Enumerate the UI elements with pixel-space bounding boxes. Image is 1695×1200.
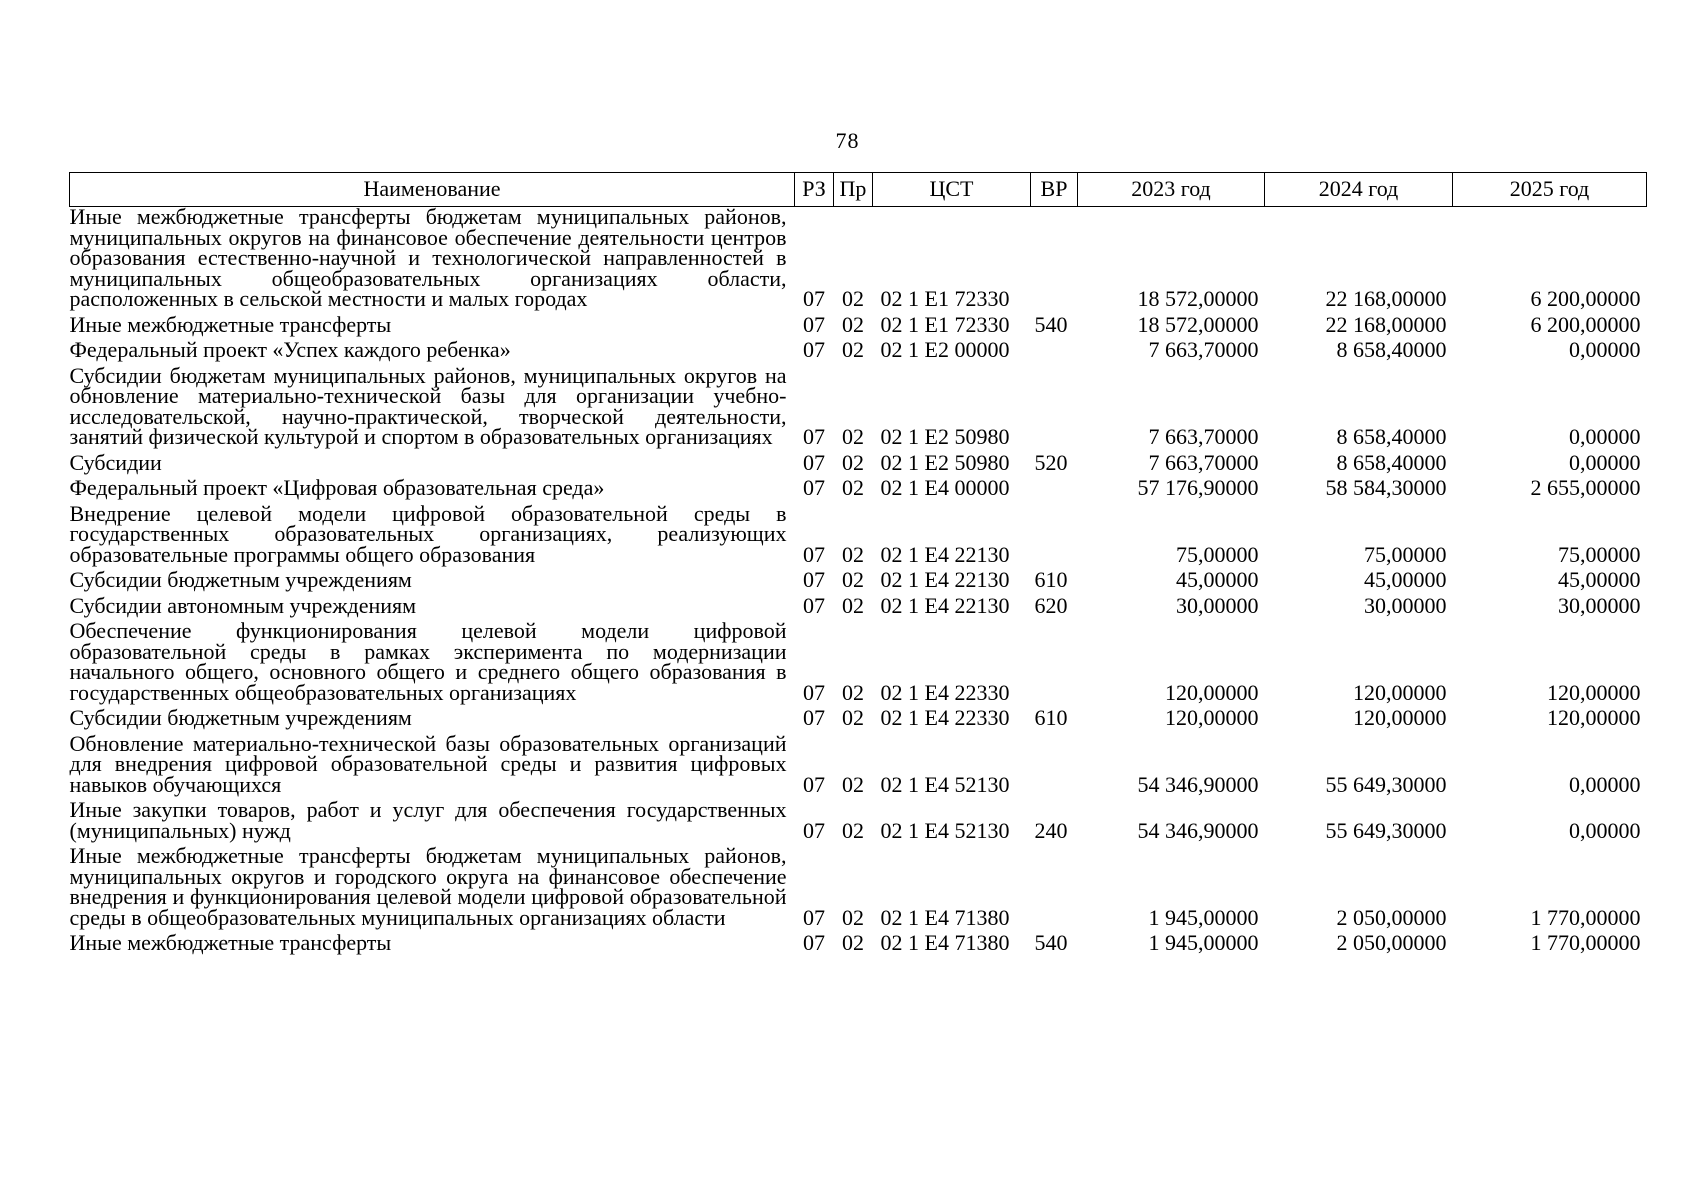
table-header-row	[70, 173, 1647, 207]
row-amount-2024: 120,00000	[1353, 679, 1447, 705]
row-name: Иные межбюджетные трансферты бюджетам муниципальных районов, муниципальных округов на финансовое обеспечение деятельности центров образования естественно-научной и технологической направленностей в муниципальных общеобразовательных организациях области, расположенных в сельской местности и малых городах	[69, 204, 787, 311]
table-row	[70, 340, 1647, 366]
row-pr: 02	[842, 424, 864, 449]
row-amount-2023: 7 663,70000	[1148, 424, 1259, 449]
row-amount-2025: 0,00000	[1569, 424, 1641, 449]
row-pr: 02	[842, 679, 864, 705]
row-rz: 07	[803, 475, 825, 500]
row-amount-2023: 75,00000	[1176, 541, 1259, 567]
row-name: Федеральный проект «Цифровая образовательная среда»	[69, 475, 605, 500]
row-pr: 02	[842, 337, 864, 362]
header-2023: 2023 год	[1078, 173, 1265, 207]
row-amount-2023: 120,00000	[1165, 679, 1259, 705]
row-amount-2025: 120,00000	[1547, 705, 1641, 730]
row-amount-2024: 120,00000	[1353, 705, 1447, 730]
row-cst: 02 1 E4 71380	[880, 904, 1010, 930]
row-cst: 02 1 E4 71380	[880, 930, 1010, 955]
row-name: Иные закупки товаров, работ и услуг для обеспечения государственных (муниципальных) нужд	[69, 797, 787, 843]
row-rz: 07	[803, 592, 825, 618]
row-vr: 540	[1034, 930, 1068, 955]
table-row	[70, 366, 1647, 453]
row-name: Субсидии автономным учреждениям	[69, 592, 417, 618]
row-amount-2023: 7 663,70000	[1148, 449, 1259, 475]
row-amount-2023: 1 945,00000	[1148, 904, 1259, 930]
row-amount-2024: 2 050,00000	[1336, 930, 1447, 955]
row-amount-2025: 2 655,00000	[1530, 475, 1641, 500]
row-amount-2024: 55 649,30000	[1325, 817, 1447, 843]
row-amount-2023: 120,00000	[1165, 705, 1259, 730]
row-amount-2023: 7 663,70000	[1148, 337, 1259, 362]
row-amount-2023: 18 572,00000	[1137, 286, 1259, 311]
row-rz: 07	[803, 771, 825, 797]
row-cst: 02 1 E4 22330	[880, 705, 1010, 730]
row-rz: 07	[803, 904, 825, 930]
row-vr: 620	[1034, 592, 1068, 618]
row-amount-2024: 22 168,00000	[1325, 311, 1447, 337]
row-rz: 07	[803, 337, 825, 362]
row-vr	[1031, 366, 1078, 453]
row-amount-2023: 30,00000	[1176, 592, 1259, 618]
row-vr	[1031, 340, 1078, 366]
row-cst: 02 1 E2 50980	[880, 449, 1010, 475]
row-amount-2024: 30,00000	[1364, 592, 1447, 618]
row-amount-2024: 8 658,40000	[1336, 424, 1447, 449]
table-row	[70, 207, 1647, 315]
header-pr: Пр	[834, 173, 873, 207]
budget-table	[69, 172, 1647, 959]
row-pr: 02	[842, 567, 864, 592]
table-row	[70, 478, 1647, 504]
header-rz: РЗ	[795, 173, 834, 207]
row-vr	[1031, 846, 1078, 933]
row-pr: 02	[842, 311, 864, 337]
row-amount-2025: 0,00000	[1569, 817, 1641, 843]
table-row	[70, 504, 1647, 571]
row-vr	[1031, 478, 1078, 504]
row-amount-2023: 18 572,00000	[1137, 311, 1259, 337]
row-cst: 02 1 E4 00000	[880, 475, 1010, 500]
row-rz: 07	[803, 541, 825, 567]
table-row	[70, 734, 1647, 801]
row-cst: 02 1 E2 50980	[880, 424, 1010, 449]
page-number: 78	[835, 128, 860, 153]
row-cst: 02 1 E4 22130	[880, 592, 1010, 618]
row-amount-2025: 120,00000	[1547, 679, 1641, 705]
row-vr: 240	[1034, 817, 1068, 843]
row-pr: 02	[842, 286, 864, 311]
row-rz: 07	[803, 311, 825, 337]
header-cst: ЦСТ	[873, 173, 1031, 207]
row-amount-2024: 55 649,30000	[1325, 771, 1447, 797]
row-name: Субсидии бюджетным учреждениям	[69, 567, 412, 592]
row-rz: 07	[803, 286, 825, 311]
row-cst: 02 1 E1 72330	[880, 311, 1010, 337]
row-amount-2023: 54 346,90000	[1137, 771, 1259, 797]
row-pr: 02	[842, 592, 864, 618]
row-amount-2025: 30,00000	[1558, 592, 1641, 618]
row-amount-2024: 8 658,40000	[1336, 449, 1447, 475]
row-amount-2025: 0,00000	[1569, 771, 1641, 797]
row-name: Федеральный проект «Успех каждого ребенка»	[69, 337, 511, 362]
row-name: Субсидии бюджетным учреждениям	[69, 705, 412, 730]
row-rz: 07	[803, 679, 825, 705]
row-cst: 02 1 E4 22330	[880, 679, 1010, 705]
table-body	[69, 204, 1647, 959]
row-amount-2024: 8 658,40000	[1336, 337, 1447, 362]
row-pr: 02	[842, 475, 864, 500]
row-amount-2025: 45,00000	[1558, 567, 1641, 592]
row-cst: 02 1 E4 52130	[880, 771, 1010, 797]
table-row	[70, 933, 1647, 959]
row-amount-2025: 1 770,00000	[1530, 904, 1641, 930]
row-name: Обеспечение функционирования целевой модели цифровой образовательной среды в рамках эксперимента по модернизации начального общего, основного общего и среднего общего образования в государственных общеобразовательных организациях	[69, 618, 787, 705]
row-pr: 02	[842, 771, 864, 797]
row-name: Иные межбюджетные трансферты бюджетам муниципальных районов, муниципальных округов и городского округа на финансовое обеспечение внедрения и функционирования целевой модели цифровой образовательной среды в общеобразовательных муниципальных организациях области	[69, 843, 787, 930]
row-cst: 02 1 E4 22130	[880, 541, 1010, 567]
row-vr: 540	[1034, 311, 1068, 337]
row-amount-2024: 22 168,00000	[1325, 286, 1447, 311]
row-vr	[1031, 734, 1078, 801]
row-rz: 07	[803, 424, 825, 449]
row-pr: 02	[842, 449, 864, 475]
row-amount-2024: 45,00000	[1364, 567, 1447, 592]
row-cst: 02 1 E2 00000	[880, 337, 1010, 362]
row-amount-2023: 57 176,90000	[1137, 475, 1259, 500]
row-rz: 07	[803, 817, 825, 843]
row-name: Внедрение целевой модели цифровой образовательной среды в государственных образовательных организациях, реализующих образовательные программы общего образования	[69, 500, 787, 567]
row-rz: 07	[803, 567, 825, 592]
row-name: Субсидии	[69, 449, 162, 475]
row-amount-2025: 6 200,00000	[1530, 311, 1641, 337]
table-row	[70, 708, 1647, 734]
row-pr: 02	[842, 817, 864, 843]
row-vr: 520	[1034, 449, 1068, 475]
row-amount-2025: 6 200,00000	[1530, 286, 1641, 311]
header-vr: ВР	[1031, 173, 1078, 207]
row-vr	[1031, 207, 1078, 315]
row-vr	[1031, 621, 1078, 708]
row-name: Обновление материально-технической базы образовательных организаций для внедрения цифровой образовательной среды и развития цифровых навыков обучающихся	[69, 730, 787, 797]
row-pr: 02	[842, 930, 864, 955]
row-amount-2023: 54 346,90000	[1137, 817, 1259, 843]
row-cst: 02 1 E4 22130	[880, 567, 1010, 592]
row-rz: 07	[803, 449, 825, 475]
row-rz: 07	[803, 930, 825, 955]
table-row	[70, 621, 1647, 708]
row-name: Субсидии бюджетам муниципальных районов, муниципальных округов на обновление материально-технической базы для организации учебно-исследовательской, научно-практической, творческой деятельности, занятий физической культурой и спортом в образовательных организациях	[69, 362, 787, 449]
row-pr: 02	[842, 705, 864, 730]
row-cst: 02 1 E4 52130	[880, 817, 1010, 843]
row-amount-2025: 0,00000	[1569, 337, 1641, 362]
row-amount-2024: 58 584,30000	[1325, 475, 1447, 500]
row-vr	[1031, 504, 1078, 571]
table-row	[70, 570, 1647, 596]
row-amount-2024: 75,00000	[1364, 541, 1447, 567]
row-name: Иные межбюджетные трансферты	[69, 311, 392, 337]
table-row	[70, 846, 1647, 933]
header-2024: 2024 год	[1265, 173, 1453, 207]
row-pr: 02	[842, 541, 864, 567]
row-amount-2025: 75,00000	[1558, 541, 1641, 567]
row-vr: 610	[1034, 567, 1068, 592]
row-vr: 610	[1034, 705, 1068, 730]
header-name: Наименование	[70, 173, 795, 207]
row-pr: 02	[842, 904, 864, 930]
row-name: Иные межбюджетные трансферты	[69, 930, 392, 955]
row-amount-2023: 1 945,00000	[1148, 930, 1259, 955]
row-amount-2024: 2 050,00000	[1336, 904, 1447, 930]
row-amount-2025: 0,00000	[1569, 449, 1641, 475]
row-amount-2023: 45,00000	[1176, 567, 1259, 592]
row-amount-2025: 1 770,00000	[1530, 930, 1641, 955]
row-cst: 02 1 E1 72330	[880, 286, 1010, 311]
row-rz: 07	[803, 705, 825, 730]
table-row	[70, 800, 1647, 846]
header-2025: 2025 год	[1453, 173, 1647, 207]
